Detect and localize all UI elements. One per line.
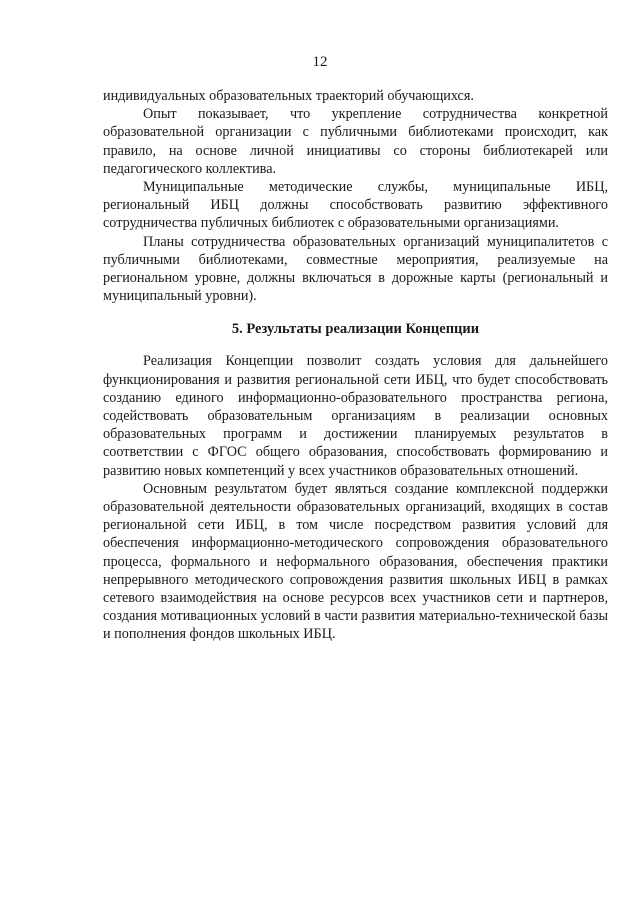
paragraph: Опыт показывает, что укрепление сотрудничества конкретной образовательной организации с публичными библиотеками происходит, как правило, на основе личной инициативы со стороны библиотекарей или педагогического коллектива.	[103, 106, 608, 177]
document-body	[103, 87, 608, 644]
section-heading: 5. Результаты реализации Концепции	[231, 321, 480, 338]
paragraph: Реализация Концепции позволит создать условия для дальнейшего функционирования и развития региональной сети ИБЦ, что будет способствовать созданию единого информационно-образовательного пространства региона, содействовать образовательным организациям в реализации основных образовательных программ и достижении планируемых результатов в соответствии с ФГОС общего образования, способствовать формированию и развитию новых компетенций у всех участников образовательных отношений.	[103, 353, 608, 479]
page-number: 12	[312, 54, 328, 70]
paragraph: Основным результатом будет являться создание комплексной поддержки образовательной деятельности образовательных организаций, входящих в состав региональной сети ИБЦ, в том числе посредством развития условий для обеспечения информационно-методического сопровождения образовательного процесса, формального и неформального образования, обеспечения практики непрерывного методического сопровождения развития школьных ИБЦ в рамках сетевого взаимодействия на основе ресурсов всех участников сети и партнеров, создания мотивационных условий в части развития материально-технической базы и пополнения фондов школьных ИБЦ.	[103, 480, 608, 643]
paragraph: Планы сотрудничества образовательных организаций муниципалитетов с публичными библиотеками, совместные мероприятия, реализуемые на региональном уровне, должны включаться в дорожные карты (региональный и муниципальный уровни).	[103, 233, 608, 305]
paragraph: Муниципальные методические службы, муниципальные ИБЦ, региональный ИБЦ должны способствовать развитию эффективного сотрудничества публичных библиотек с образовательными организациями.	[103, 179, 608, 232]
paragraph: индивидуальных образовательных траекторий обучающихся.	[103, 88, 474, 104]
